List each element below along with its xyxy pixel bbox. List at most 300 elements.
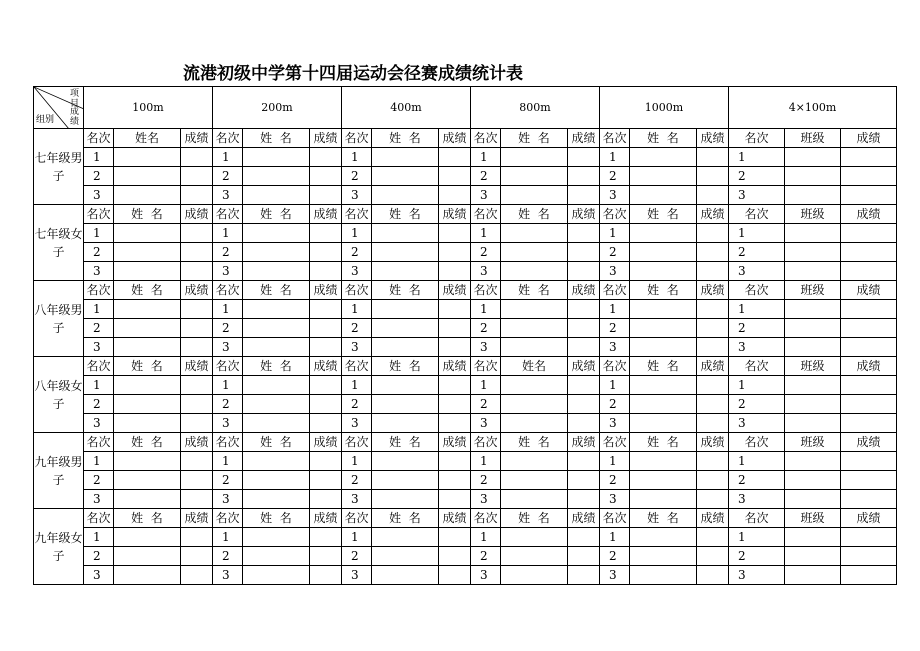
name-cell[interactable] (372, 148, 439, 167)
score-cell[interactable] (841, 376, 897, 395)
name-header: 姓 名 (501, 433, 568, 452)
score-cell[interactable] (841, 566, 897, 585)
name-cell[interactable] (243, 547, 310, 566)
name-cell[interactable] (501, 547, 568, 566)
name-cell[interactable] (243, 243, 310, 262)
name-cell[interactable] (372, 471, 439, 490)
table-row (34, 490, 897, 509)
name-cell[interactable] (501, 490, 568, 509)
score-cell[interactable] (181, 528, 213, 547)
name-cell[interactable] (785, 319, 841, 338)
name-cell[interactable] (243, 224, 310, 243)
name-header: 班级 (785, 205, 841, 224)
rank-header: 名次 (600, 129, 630, 148)
name-cell[interactable] (501, 224, 568, 243)
table-row (34, 186, 897, 205)
score-header: 成绩 (568, 281, 600, 300)
score-cell[interactable] (841, 414, 897, 433)
name-cell[interactable] (114, 566, 181, 585)
score-cell[interactable] (841, 319, 897, 338)
rank-header: 名次 (471, 357, 501, 376)
rank-cell: 2 (342, 319, 372, 338)
score-cell[interactable] (841, 262, 897, 281)
name-cell[interactable] (114, 395, 181, 414)
name-cell[interactable] (630, 452, 697, 471)
name-cell[interactable] (114, 528, 181, 547)
table-row (34, 338, 897, 357)
score-cell[interactable] (439, 167, 471, 186)
name-cell[interactable] (372, 566, 439, 585)
name-cell[interactable] (243, 376, 310, 395)
score-cell[interactable] (181, 319, 213, 338)
name-cell[interactable] (372, 528, 439, 547)
score-cell[interactable] (439, 300, 471, 319)
score-cell[interactable] (568, 300, 600, 319)
rank-header: 名次 (342, 357, 372, 376)
name-cell[interactable] (630, 319, 697, 338)
name-cell[interactable] (501, 338, 568, 357)
name-cell[interactable] (630, 376, 697, 395)
score-cell[interactable] (568, 395, 600, 414)
table-row (34, 528, 897, 547)
score-cell[interactable] (181, 471, 213, 490)
score-cell[interactable] (841, 167, 897, 186)
score-cell[interactable] (697, 300, 729, 319)
score-cell[interactable] (841, 471, 897, 490)
name-cell[interactable] (114, 148, 181, 167)
score-cell[interactable] (697, 319, 729, 338)
event-header: 100m (84, 87, 213, 129)
name-cell[interactable] (630, 338, 697, 357)
rank-cell: 2 (471, 319, 501, 338)
rank-cell: 3 (342, 186, 372, 205)
score-cell[interactable] (841, 300, 897, 319)
score-cell[interactable] (568, 547, 600, 566)
score-cell[interactable] (697, 148, 729, 167)
score-cell[interactable] (181, 490, 213, 509)
name-cell[interactable] (785, 148, 841, 167)
name-cell[interactable] (785, 414, 841, 433)
rank-cell: 1 (600, 528, 630, 547)
score-cell[interactable] (439, 490, 471, 509)
rank-cell: 3 (213, 338, 243, 357)
score-cell[interactable] (181, 566, 213, 585)
score-cell[interactable] (697, 262, 729, 281)
score-cell[interactable] (439, 547, 471, 566)
score-cell[interactable] (568, 167, 600, 186)
score-cell[interactable] (841, 148, 897, 167)
rank-cell: 2 (729, 547, 785, 566)
name-cell[interactable] (630, 547, 697, 566)
rank-cell: 1 (342, 224, 372, 243)
score-cell[interactable] (439, 376, 471, 395)
score-cell[interactable] (181, 243, 213, 262)
score-cell[interactable] (697, 186, 729, 205)
rank-cell: 3 (84, 414, 114, 433)
name-cell[interactable] (372, 452, 439, 471)
name-cell[interactable] (372, 376, 439, 395)
score-cell[interactable] (439, 566, 471, 585)
rank-cell: 1 (471, 452, 501, 471)
name-cell[interactable] (372, 547, 439, 566)
name-cell[interactable] (630, 471, 697, 490)
rank-header: 名次 (213, 281, 243, 300)
name-cell[interactable] (243, 452, 310, 471)
score-cell[interactable] (841, 452, 897, 471)
name-cell[interactable] (501, 566, 568, 585)
rank-cell: 2 (342, 547, 372, 566)
score-cell[interactable] (310, 566, 342, 585)
rank-header: 名次 (600, 281, 630, 300)
name-cell[interactable] (785, 528, 841, 547)
score-cell[interactable] (181, 224, 213, 243)
name-cell[interactable] (243, 300, 310, 319)
score-header: 成绩 (181, 281, 213, 300)
rank-cell: 3 (600, 490, 630, 509)
score-cell[interactable] (439, 319, 471, 338)
name-header: 姓 名 (114, 281, 181, 300)
name-cell[interactable] (372, 167, 439, 186)
score-cell[interactable] (310, 471, 342, 490)
rank-cell: 1 (600, 300, 630, 319)
name-cell[interactable] (785, 224, 841, 243)
score-cell[interactable] (181, 148, 213, 167)
name-cell[interactable] (630, 243, 697, 262)
score-cell[interactable] (697, 224, 729, 243)
name-cell[interactable] (114, 167, 181, 186)
score-cell[interactable] (181, 186, 213, 205)
name-cell[interactable] (243, 490, 310, 509)
name-cell[interactable] (114, 547, 181, 566)
name-header: 姓 名 (243, 509, 310, 528)
name-cell[interactable] (785, 547, 841, 566)
score-cell[interactable] (568, 566, 600, 585)
rank-cell: 1 (84, 148, 114, 167)
name-cell[interactable] (114, 376, 181, 395)
name-cell[interactable] (243, 414, 310, 433)
rank-header: 名次 (600, 205, 630, 224)
name-cell[interactable] (372, 414, 439, 433)
name-cell[interactable] (372, 224, 439, 243)
event-header: 800m (471, 87, 600, 129)
score-cell[interactable] (310, 338, 342, 357)
score-cell[interactable] (841, 186, 897, 205)
name-cell[interactable] (785, 376, 841, 395)
rank-cell: 3 (213, 262, 243, 281)
name-header: 班级 (785, 433, 841, 452)
score-cell[interactable] (181, 547, 213, 566)
score-cell[interactable] (697, 528, 729, 547)
score-cell[interactable] (841, 547, 897, 566)
corner-item-label: 项目 (69, 89, 79, 109)
name-cell[interactable] (501, 186, 568, 205)
name-cell[interactable] (114, 243, 181, 262)
name-header: 班级 (785, 281, 841, 300)
name-cell[interactable] (630, 566, 697, 585)
score-cell[interactable] (439, 471, 471, 490)
name-cell[interactable] (114, 300, 181, 319)
score-cell[interactable] (568, 148, 600, 167)
score-cell[interactable] (439, 243, 471, 262)
rank-cell: 2 (84, 319, 114, 338)
name-cell[interactable] (372, 186, 439, 205)
score-header: 成绩 (439, 433, 471, 452)
name-cell[interactable] (114, 186, 181, 205)
score-cell[interactable] (310, 262, 342, 281)
name-cell[interactable] (785, 243, 841, 262)
name-cell[interactable] (785, 262, 841, 281)
name-cell[interactable] (243, 338, 310, 357)
name-cell[interactable] (785, 471, 841, 490)
score-cell[interactable] (697, 452, 729, 471)
name-cell[interactable] (114, 319, 181, 338)
score-cell[interactable] (697, 376, 729, 395)
score-cell[interactable] (568, 262, 600, 281)
rank-cell: 2 (471, 471, 501, 490)
score-cell[interactable] (181, 376, 213, 395)
score-cell[interactable] (310, 148, 342, 167)
name-cell[interactable] (630, 395, 697, 414)
score-cell[interactable] (181, 414, 213, 433)
score-cell[interactable] (841, 490, 897, 509)
score-cell[interactable] (697, 547, 729, 566)
name-cell[interactable] (243, 566, 310, 585)
name-cell[interactable] (501, 262, 568, 281)
name-header: 姓 名 (372, 509, 439, 528)
table-row (34, 319, 897, 338)
score-cell[interactable] (568, 319, 600, 338)
score-cell[interactable] (310, 414, 342, 433)
name-cell[interactable] (785, 395, 841, 414)
score-cell[interactable] (568, 243, 600, 262)
name-cell[interactable] (630, 414, 697, 433)
score-cell[interactable] (310, 319, 342, 338)
rank-cell: 3 (600, 566, 630, 585)
name-cell[interactable] (114, 414, 181, 433)
name-cell[interactable] (501, 243, 568, 262)
name-header: 班级 (785, 129, 841, 148)
name-cell[interactable] (372, 262, 439, 281)
name-cell[interactable] (630, 167, 697, 186)
name-cell[interactable] (630, 262, 697, 281)
rank-cell: 3 (600, 186, 630, 205)
name-cell[interactable] (785, 186, 841, 205)
score-cell[interactable] (697, 243, 729, 262)
score-cell[interactable] (841, 224, 897, 243)
rank-cell: 1 (213, 452, 243, 471)
name-cell[interactable] (243, 319, 310, 338)
score-cell[interactable] (568, 414, 600, 433)
name-cell[interactable] (630, 300, 697, 319)
name-cell[interactable] (114, 452, 181, 471)
score-cell[interactable] (439, 528, 471, 547)
name-cell[interactable] (114, 224, 181, 243)
rank-header: 名次 (471, 509, 501, 528)
score-cell[interactable] (697, 490, 729, 509)
name-cell[interactable] (501, 148, 568, 167)
score-cell[interactable] (568, 376, 600, 395)
score-cell[interactable] (310, 547, 342, 566)
name-cell[interactable] (243, 528, 310, 547)
rank-cell: 2 (84, 471, 114, 490)
rank-cell: 1 (729, 224, 785, 243)
score-cell[interactable] (181, 167, 213, 186)
score-cell[interactable] (181, 300, 213, 319)
name-cell[interactable] (501, 452, 568, 471)
score-cell[interactable] (841, 395, 897, 414)
name-cell[interactable] (501, 300, 568, 319)
score-cell[interactable] (697, 471, 729, 490)
score-cell[interactable] (310, 224, 342, 243)
rank-header: 名次 (600, 509, 630, 528)
score-cell[interactable] (439, 224, 471, 243)
table-row (34, 167, 897, 186)
table-row (34, 471, 897, 490)
score-cell[interactable] (568, 224, 600, 243)
score-cell[interactable] (439, 148, 471, 167)
group-label: 七年级女子 (34, 205, 84, 281)
name-cell[interactable] (372, 490, 439, 509)
name-cell[interactable] (243, 186, 310, 205)
score-cell[interactable] (841, 528, 897, 547)
rank-header: 名次 (342, 433, 372, 452)
group-label: 七年级男子 (34, 129, 84, 205)
name-cell[interactable] (630, 224, 697, 243)
score-header: 成绩 (310, 205, 342, 224)
rank-cell: 3 (471, 566, 501, 585)
name-header: 姓 名 (243, 433, 310, 452)
rank-header: 名次 (729, 129, 785, 148)
name-cell[interactable] (630, 186, 697, 205)
rank-cell: 1 (342, 528, 372, 547)
score-cell[interactable] (310, 395, 342, 414)
name-cell[interactable] (372, 338, 439, 357)
rank-header: 名次 (471, 281, 501, 300)
score-cell[interactable] (310, 243, 342, 262)
group-label: 八年级女子 (34, 357, 84, 433)
name-cell[interactable] (501, 528, 568, 547)
score-cell[interactable] (568, 528, 600, 547)
score-cell[interactable] (310, 376, 342, 395)
rank-header: 名次 (213, 433, 243, 452)
score-cell[interactable] (310, 490, 342, 509)
name-cell[interactable] (630, 148, 697, 167)
name-cell[interactable] (243, 471, 310, 490)
score-cell[interactable] (697, 566, 729, 585)
rank-cell: 3 (84, 186, 114, 205)
name-cell[interactable] (785, 490, 841, 509)
score-cell[interactable] (310, 528, 342, 547)
table-row (34, 395, 897, 414)
score-header: 成绩 (697, 129, 729, 148)
rank-cell: 3 (213, 414, 243, 433)
name-cell[interactable] (243, 262, 310, 281)
score-cell[interactable] (181, 338, 213, 357)
group-label: 九年级女子 (34, 509, 84, 585)
name-cell[interactable] (785, 300, 841, 319)
score-header: 成绩 (310, 357, 342, 376)
name-header: 班级 (785, 509, 841, 528)
rank-cell: 3 (600, 262, 630, 281)
name-cell[interactable] (243, 395, 310, 414)
score-cell[interactable] (310, 186, 342, 205)
score-cell[interactable] (568, 338, 600, 357)
rank-cell: 2 (600, 319, 630, 338)
score-header: 成绩 (697, 205, 729, 224)
score-cell[interactable] (841, 338, 897, 357)
score-cell[interactable] (697, 338, 729, 357)
score-cell[interactable] (568, 490, 600, 509)
table-row (34, 452, 897, 471)
rank-cell: 1 (84, 224, 114, 243)
score-cell[interactable] (697, 414, 729, 433)
score-cell[interactable] (439, 262, 471, 281)
name-cell[interactable] (501, 319, 568, 338)
name-cell[interactable] (501, 414, 568, 433)
name-cell[interactable] (785, 566, 841, 585)
name-cell[interactable] (501, 471, 568, 490)
name-cell[interactable] (243, 148, 310, 167)
name-cell[interactable] (501, 395, 568, 414)
name-cell[interactable] (114, 338, 181, 357)
name-cell[interactable] (785, 452, 841, 471)
score-cell[interactable] (181, 452, 213, 471)
score-cell[interactable] (568, 186, 600, 205)
rank-cell: 3 (600, 338, 630, 357)
score-cell[interactable] (568, 452, 600, 471)
rank-cell: 1 (471, 148, 501, 167)
score-cell[interactable] (697, 167, 729, 186)
rank-header: 名次 (471, 205, 501, 224)
name-cell[interactable] (501, 167, 568, 186)
name-cell[interactable] (372, 243, 439, 262)
score-cell[interactable] (181, 395, 213, 414)
name-cell[interactable] (372, 395, 439, 414)
name-cell[interactable] (114, 262, 181, 281)
score-cell[interactable] (439, 395, 471, 414)
score-cell[interactable] (568, 471, 600, 490)
score-cell[interactable] (310, 167, 342, 186)
score-cell[interactable] (439, 186, 471, 205)
score-cell[interactable] (841, 243, 897, 262)
name-cell[interactable] (785, 167, 841, 186)
score-cell[interactable] (439, 338, 471, 357)
rank-cell: 2 (342, 243, 372, 262)
rank-header: 名次 (213, 129, 243, 148)
score-cell[interactable] (310, 300, 342, 319)
score-cell[interactable] (439, 452, 471, 471)
name-header: 姓 名 (372, 433, 439, 452)
name-cell[interactable] (785, 338, 841, 357)
name-cell[interactable] (114, 490, 181, 509)
name-cell[interactable] (630, 490, 697, 509)
score-cell[interactable] (181, 262, 213, 281)
name-cell[interactable] (114, 471, 181, 490)
score-cell[interactable] (439, 414, 471, 433)
name-cell[interactable] (630, 528, 697, 547)
score-cell[interactable] (697, 395, 729, 414)
name-cell[interactable] (372, 300, 439, 319)
name-header: 姓 名 (372, 281, 439, 300)
name-header: 姓 名 (372, 129, 439, 148)
score-header: 成绩 (181, 357, 213, 376)
score-cell[interactable] (310, 452, 342, 471)
rank-cell: 2 (729, 243, 785, 262)
score-header: 成绩 (439, 281, 471, 300)
name-cell[interactable] (501, 376, 568, 395)
name-cell[interactable] (243, 167, 310, 186)
name-cell[interactable] (372, 319, 439, 338)
